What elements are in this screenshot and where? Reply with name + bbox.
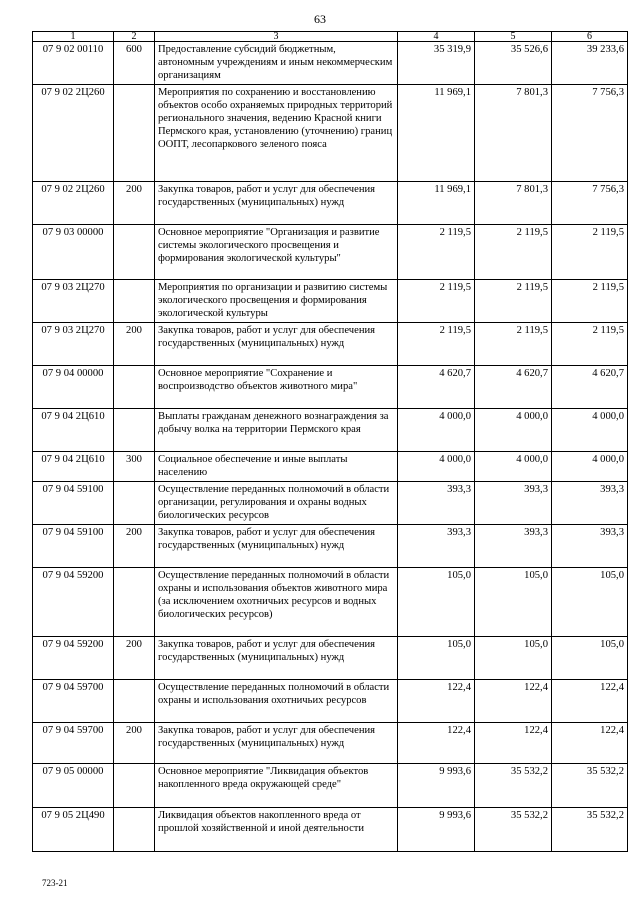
amount-col4-cell: 122,4 bbox=[398, 723, 475, 764]
amount-col4-cell: 35 319,9 bbox=[398, 42, 475, 85]
table-row bbox=[33, 366, 628, 409]
expense-type-cell: 200 bbox=[114, 637, 155, 680]
amount-col6-cell: 2 119,5 bbox=[552, 323, 628, 366]
amount-col6-cell: 122,4 bbox=[552, 723, 628, 764]
target-code-cell: 07 9 04 59100 bbox=[33, 482, 114, 525]
item-name-cell: Осуществление переданных полномочий в области организации, регулирования и охраны водных биологических ресурсов bbox=[155, 482, 398, 525]
amount-col5-cell: 7 801,3 bbox=[475, 182, 552, 225]
amount-col4-cell: 2 119,5 bbox=[398, 323, 475, 366]
column-number: 6 bbox=[552, 32, 628, 42]
item-name-cell: Основное мероприятие "Ликвидация объектов накопленного вреда окружающей среде" bbox=[155, 764, 398, 808]
item-name-cell: Закупка товаров, работ и услуг для обеспечения государственных (муниципальных) нужд bbox=[155, 323, 398, 366]
target-code-cell: 07 9 04 59200 bbox=[33, 568, 114, 637]
amount-col6-cell: 4 620,7 bbox=[552, 366, 628, 409]
amount-col6-cell: 4 000,0 bbox=[552, 452, 628, 482]
amount-col5-cell: 4 620,7 bbox=[475, 366, 552, 409]
amount-col5-cell: 2 119,5 bbox=[475, 280, 552, 323]
target-code-cell: 07 9 02 2Ц260 bbox=[33, 182, 114, 225]
item-name-cell: Ликвидация объектов накопленного вреда от прошлой хозяйственной и иной деятельности bbox=[155, 808, 398, 852]
amount-col4-cell: 105,0 bbox=[398, 637, 475, 680]
target-code-cell: 07 9 04 00000 bbox=[33, 366, 114, 409]
table-row bbox=[33, 323, 628, 366]
amount-col5-cell: 35 532,2 bbox=[475, 764, 552, 808]
amount-col6-cell: 2 119,5 bbox=[552, 225, 628, 280]
amount-col4-cell: 393,3 bbox=[398, 525, 475, 568]
amount-col5-cell: 2 119,5 bbox=[475, 323, 552, 366]
amount-col5-cell: 105,0 bbox=[475, 637, 552, 680]
amount-col6-cell: 4 000,0 bbox=[552, 409, 628, 452]
amount-col6-cell: 2 119,5 bbox=[552, 280, 628, 323]
target-code-cell: 07 9 03 00000 bbox=[33, 225, 114, 280]
item-name-cell: Закупка товаров, работ и услуг для обеспечения государственных (муниципальных) нужд bbox=[155, 723, 398, 764]
expense-type-cell: 600 bbox=[114, 42, 155, 85]
amount-col4-cell: 2 119,5 bbox=[398, 225, 475, 280]
amount-col6-cell: 35 532,2 bbox=[552, 808, 628, 852]
amount-col5-cell: 105,0 bbox=[475, 568, 552, 637]
amount-col5-cell: 7 801,3 bbox=[475, 85, 552, 182]
target-code-cell: 07 9 04 2Ц610 bbox=[33, 452, 114, 482]
item-name-cell: Мероприятия по организации и развитию системы экологического просвещения и формирования экологической культуры bbox=[155, 280, 398, 323]
expense-type-cell bbox=[114, 225, 155, 280]
table-row bbox=[33, 409, 628, 452]
column-number-row bbox=[33, 32, 628, 42]
table-row bbox=[33, 182, 628, 225]
amount-col4-cell: 393,3 bbox=[398, 482, 475, 525]
amount-col5-cell: 35 532,2 bbox=[475, 808, 552, 852]
target-code-cell: 07 9 03 2Ц270 bbox=[33, 280, 114, 323]
expense-type-cell bbox=[114, 680, 155, 723]
item-name-cell: Выплаты гражданам денежного вознаграждения за добычу волка на территории Пермского края bbox=[155, 409, 398, 452]
amount-col4-cell: 2 119,5 bbox=[398, 280, 475, 323]
target-code-cell: 07 9 03 2Ц270 bbox=[33, 323, 114, 366]
amount-col4-cell: 9 993,6 bbox=[398, 764, 475, 808]
amount-col6-cell: 7 756,3 bbox=[552, 182, 628, 225]
table-row bbox=[33, 764, 628, 808]
table-row bbox=[33, 280, 628, 323]
amount-col6-cell: 393,3 bbox=[552, 482, 628, 525]
target-code-cell: 07 9 04 59700 bbox=[33, 723, 114, 764]
expense-type-cell bbox=[114, 366, 155, 409]
item-name-cell: Закупка товаров, работ и услуг для обеспечения государственных (муниципальных) нужд bbox=[155, 525, 398, 568]
expense-type-cell bbox=[114, 85, 155, 182]
amount-col4-cell: 9 993,6 bbox=[398, 808, 475, 852]
target-code-cell: 07 9 04 59100 bbox=[33, 525, 114, 568]
expense-type-cell bbox=[114, 764, 155, 808]
amount-col5-cell: 35 526,6 bbox=[475, 42, 552, 85]
page-number: 63 bbox=[314, 12, 326, 26]
item-name-cell: Осуществление переданных полномочий в области охраны и использования объектов животного мира (за исключением охотничьих ресурсов и водных биологических ресурсов) bbox=[155, 568, 398, 637]
table-row bbox=[33, 482, 628, 525]
expense-type-cell: 200 bbox=[114, 723, 155, 764]
item-name-cell: Социальное обеспечение и иные выплаты населению bbox=[155, 452, 398, 482]
table-row bbox=[33, 42, 628, 85]
expense-type-cell bbox=[114, 808, 155, 852]
amount-col6-cell: 7 756,3 bbox=[552, 85, 628, 182]
item-name-cell: Закупка товаров, работ и услуг для обеспечения государственных (муниципальных) нужд bbox=[155, 637, 398, 680]
expense-type-cell: 200 bbox=[114, 525, 155, 568]
amount-col4-cell: 105,0 bbox=[398, 568, 475, 637]
table-row bbox=[33, 723, 628, 764]
item-name-cell: Осуществление переданных полномочий в области охраны и использования охотничьих ресурсов bbox=[155, 680, 398, 723]
amount-col5-cell: 122,4 bbox=[475, 680, 552, 723]
table-row bbox=[33, 680, 628, 723]
amount-col4-cell: 4 620,7 bbox=[398, 366, 475, 409]
item-name-cell: Основное мероприятие "Сохранение и воспроизводство объектов животного мира" bbox=[155, 366, 398, 409]
table-row bbox=[33, 85, 628, 182]
item-name-cell: Мероприятия по сохранению и восстановлению объектов особо охраняемых природных территорий регионального значения, ведению Красной книги Пермского края, установлению (уточнению) границ ООПТ, лесопаркового зеленого пояса bbox=[155, 85, 398, 182]
target-code-cell: 07 9 04 59700 bbox=[33, 680, 114, 723]
expense-type-cell bbox=[114, 280, 155, 323]
amount-col4-cell: 11 969,1 bbox=[398, 182, 475, 225]
amount-col6-cell: 105,0 bbox=[552, 568, 628, 637]
table-row bbox=[33, 637, 628, 680]
item-name-cell: Предоставление субсидий бюджетным, автономным учреждениям и иным некоммерческим организациям bbox=[155, 42, 398, 85]
amount-col4-cell: 11 969,1 bbox=[398, 85, 475, 182]
item-name-cell: Закупка товаров, работ и услуг для обеспечения государственных (муниципальных) нужд bbox=[155, 182, 398, 225]
table-row bbox=[33, 452, 628, 482]
amount-col5-cell: 122,4 bbox=[475, 723, 552, 764]
target-code-cell: 07 9 05 00000 bbox=[33, 764, 114, 808]
column-number: 1 bbox=[33, 32, 114, 42]
amount-col4-cell: 4 000,0 bbox=[398, 409, 475, 452]
table-row bbox=[33, 568, 628, 637]
budget-table bbox=[32, 31, 628, 852]
amount-col4-cell: 4 000,0 bbox=[398, 452, 475, 482]
expense-type-cell bbox=[114, 482, 155, 525]
target-code-cell: 07 9 04 2Ц610 bbox=[33, 409, 114, 452]
target-code-cell: 07 9 04 59200 bbox=[33, 637, 114, 680]
table-row bbox=[33, 225, 628, 280]
target-code-cell: 07 9 02 2Ц260 bbox=[33, 85, 114, 182]
target-code-cell: 07 9 02 00110 bbox=[33, 42, 114, 85]
amount-col5-cell: 2 119,5 bbox=[475, 225, 552, 280]
table-row bbox=[33, 808, 628, 852]
amount-col6-cell: 39 233,6 bbox=[552, 42, 628, 85]
expense-type-cell: 300 bbox=[114, 452, 155, 482]
expense-type-cell: 200 bbox=[114, 182, 155, 225]
amount-col5-cell: 393,3 bbox=[475, 525, 552, 568]
column-number: 2 bbox=[114, 32, 155, 42]
amount-col5-cell: 4 000,0 bbox=[475, 452, 552, 482]
expense-type-cell bbox=[114, 409, 155, 452]
item-name-cell: Основное мероприятие "Организация и развитие системы экологического просвещения и формирования экологической культуры" bbox=[155, 225, 398, 280]
column-number: 3 bbox=[155, 32, 398, 42]
column-number: 4 bbox=[398, 32, 475, 42]
column-number: 5 bbox=[475, 32, 552, 42]
amount-col6-cell: 105,0 bbox=[552, 637, 628, 680]
target-code-cell: 07 9 05 2Ц490 bbox=[33, 808, 114, 852]
amount-col6-cell: 393,3 bbox=[552, 525, 628, 568]
expense-type-cell bbox=[114, 568, 155, 637]
amount-col6-cell: 122,4 bbox=[552, 680, 628, 723]
amount-col5-cell: 393,3 bbox=[475, 482, 552, 525]
amount-col6-cell: 35 532,2 bbox=[552, 764, 628, 808]
amount-col4-cell: 122,4 bbox=[398, 680, 475, 723]
expense-type-cell: 200 bbox=[114, 323, 155, 366]
table-row bbox=[33, 525, 628, 568]
document-code: 723-21 bbox=[42, 878, 68, 888]
amount-col5-cell: 4 000,0 bbox=[475, 409, 552, 452]
